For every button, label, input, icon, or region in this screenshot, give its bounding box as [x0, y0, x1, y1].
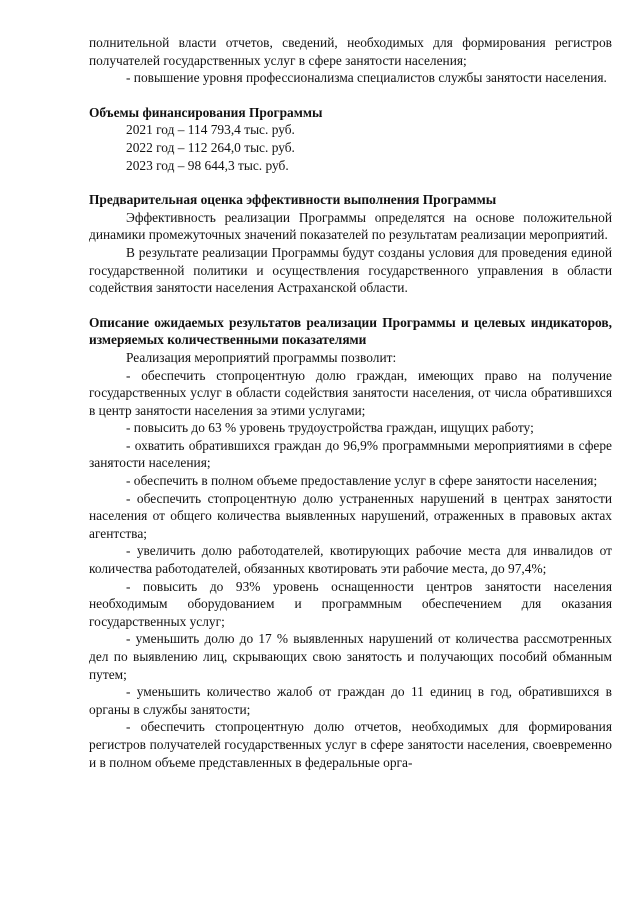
financing-row-2022: 2022 год – 112 264,0 тыс. руб.	[126, 139, 295, 155]
results-item-8: - уменьшить долю до 17 % выявленных нарушений от количества рассмотренных дел по выявлению лиц, скрывающих свою занятость и получающих пособий обманным путем;	[89, 631, 612, 682]
results-item-9: - уменьшить количество жалоб от граждан до 11 единиц в год, обратившихся в органы в службы занятости;	[89, 684, 612, 717]
intro-continuation: полнительной власти отчетов, сведений, необходимых для формирования регистров получателей государственных услуг в сфере занятости населения;	[89, 35, 612, 68]
evaluation-paragraph-2: В результате реализации Программы будут созданы условия для проведения единой государственной политики и осуществления государственного управления в области содействия занятости населения Астраханской области.	[89, 244, 612, 296]
results-heading: Описание ожидаемых результатов реализации Программы и целевых индикаторов, измеряемых количественными показателями	[89, 314, 612, 348]
results-item-2: - повысить до 63 % уровень трудоустройства граждан, ищущих работу;	[126, 420, 534, 436]
evaluation-paragraph-1: Эффективность реализации Программы определятся на основе положительной динамики промежуточных значений показателей по результатам реализации мероприятий.	[89, 209, 612, 243]
results-item-5: - обеспечить стопроцентную долю устраненных нарушений в центрах занятости населения от общего количества выявленных нарушений, отраженных в правовых актах агентства;	[89, 490, 612, 541]
results-item-7: - повысить до 93% уровень оснащенности центров занятости населения необходимым оборудованием и программным обеспечением для оказания государственных услуг;	[89, 578, 612, 629]
results-item-10: - обеспечить стопроцентную долю отчетов, необходимых для формирования регистров получателей государственных услуг в сфере занятости населения, своевременно и в полном объеме представленных в федеральные орга-	[89, 719, 612, 770]
financing-row-2023: 2023 год – 98 644,3 тыс. руб.	[126, 157, 289, 173]
results-item-1: - обеспечить стопроцентную долю граждан, имеющих право на получение государственных услуг в области содействия занятости населения, от числа обратившихся в центр занятости населения за этими услугами;	[89, 367, 612, 418]
results-item-4: - обеспечить в полном объеме предоставление услуг в сфере занятости населения;	[126, 473, 598, 489]
results-lead: Реализация мероприятий программы позволит:	[126, 349, 397, 365]
results-item-6: - увеличить долю работодателей, квотирующих рабочие места для инвалидов от количества работодателей, обязанных квотировать эти рабочие места, до 97,4%;	[89, 543, 612, 577]
evaluation-heading: Предварительная оценка эффективности выполнения Программы	[89, 192, 497, 208]
intro-item-professionalism: - повышение уровня профессионализма специалистов службы занятости населения.	[126, 70, 607, 86]
results-item-3: - охватить обратившихся граждан до 96,9% программными мероприятиями в сфере занятости населения;	[89, 437, 612, 471]
financing-row-2021: 2021 год – 114 793,4 тыс. руб.	[126, 122, 295, 138]
financing-heading: Объемы финансирования Программы	[89, 104, 323, 120]
